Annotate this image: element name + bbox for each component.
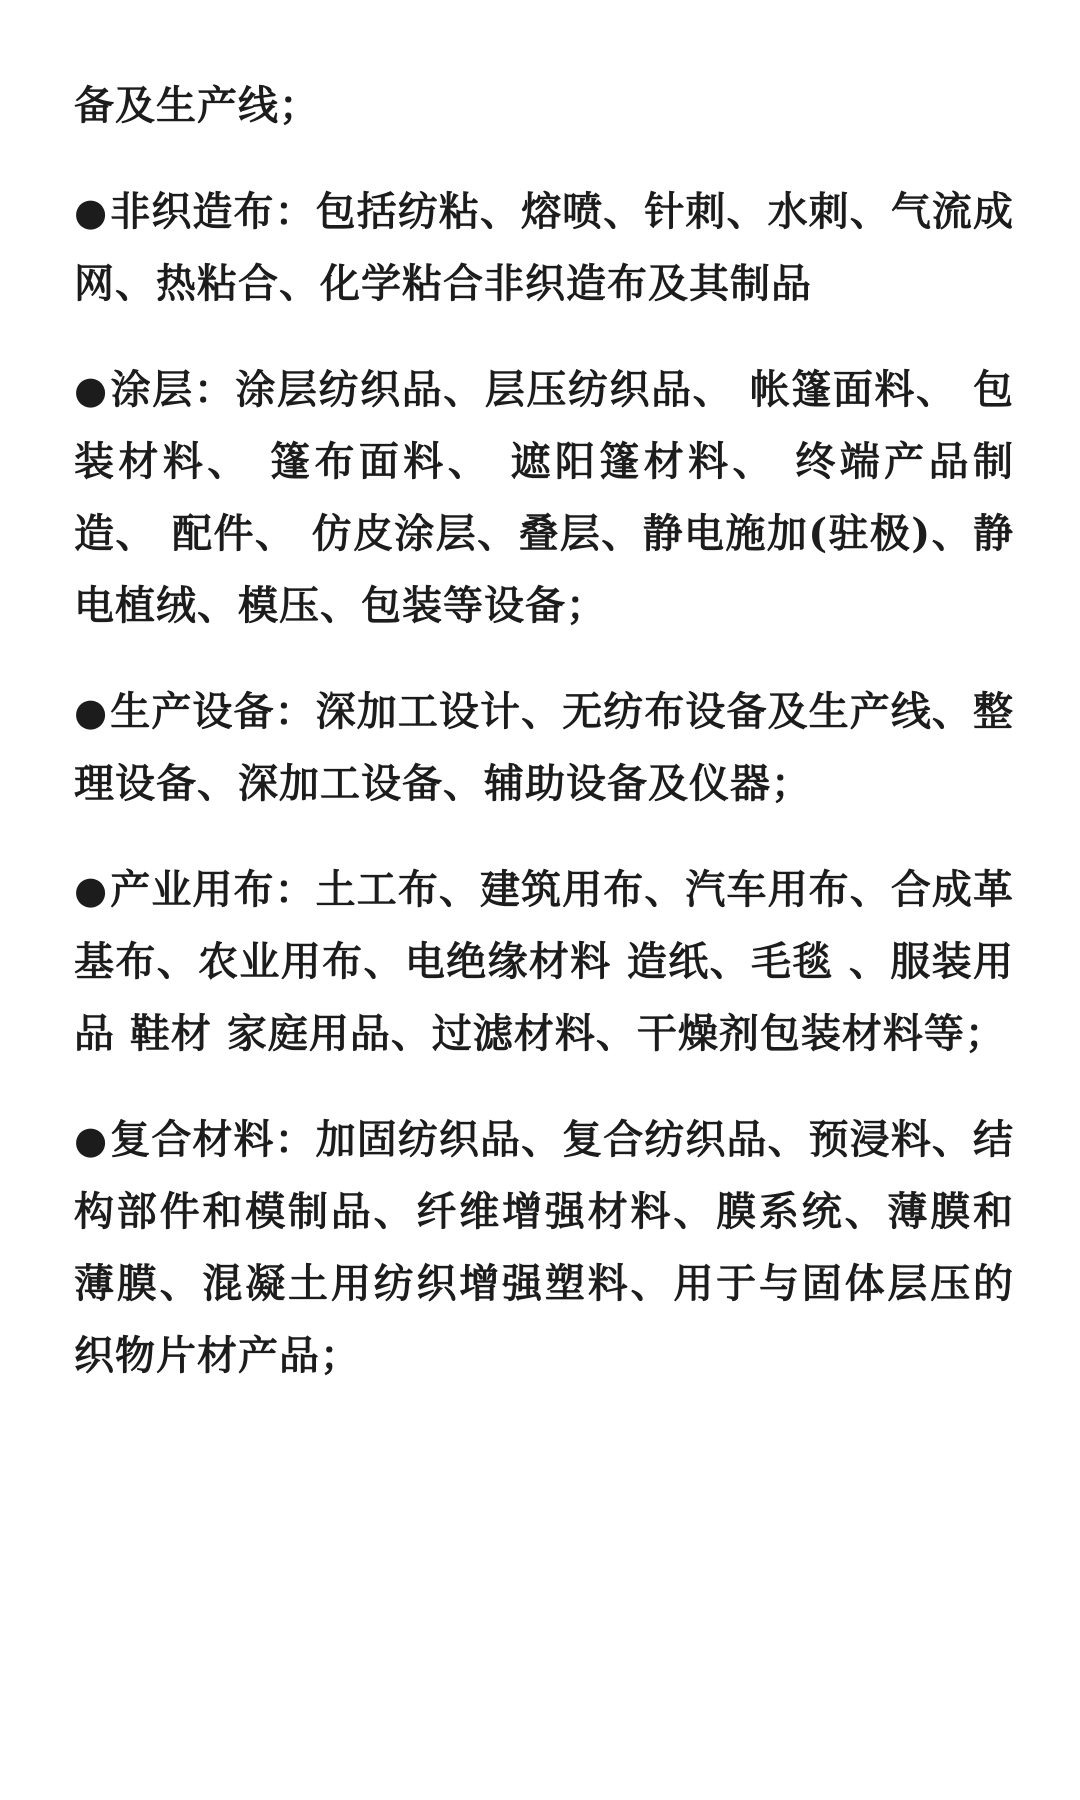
paragraph-title: 生产设备： — [110, 688, 316, 735]
bullet-icon: ● — [74, 190, 109, 234]
paragraph-composites — [74, 1104, 1014, 1392]
bullet-icon: ● — [74, 868, 109, 912]
paragraph-text: 加固纺织品、复合纺织品、预浸料、结构部件和模制品、纤维增强材料、膜系统、薄膜和薄膜、混凝土用纺织增强塑料、用于与固体层压的织物片材产品； — [74, 1116, 1015, 1379]
bullet-icon: ● — [74, 690, 109, 734]
bullet-icon: ● — [74, 368, 109, 412]
paragraph-title: 复合材料： — [110, 1116, 316, 1163]
paragraph-coating — [74, 354, 1014, 642]
paragraph-text: 备及生产线； — [74, 82, 320, 129]
bullet-icon: ● — [74, 1118, 109, 1162]
paragraph-nonwoven — [74, 176, 1014, 320]
paragraph-production-equipment — [74, 676, 1014, 820]
paragraph-title: 产业用布： — [110, 866, 316, 913]
paragraph-title: 涂层： — [110, 366, 236, 413]
paragraph-industrial-textiles — [74, 854, 1014, 1070]
article-body — [74, 70, 1014, 1426]
paragraph-continuation — [74, 70, 1014, 142]
paragraph-text: 包括纺粘、熔喷、针刺、水刺、气流成网、热粘合、化学粘合非织造布及其制品 — [74, 188, 1015, 307]
paragraph-title: 非织造布： — [110, 188, 316, 235]
paragraph-text: 涂层纺织品、层压纺织品、 帐篷面料、 包装材料、 篷布面料、 遮阳篷材料、 终端产品制造、 配件、 仿皮涂层、叠层、静电施加(驻极)、静电植绒、模压、包装等设备； — [74, 366, 1015, 629]
paragraph-text: 土工布、建筑用布、汽车用布、合成革基布、农业用布、电绝缘材料 造纸、毛毯 、服装用品 鞋材 家庭用品、过滤材料、干燥剂包装材料等； — [74, 866, 1015, 1057]
paragraph-text: 深加工设计、无纺布设备及生产线、整理设备、深加工设备、辅助设备及仪器； — [74, 688, 1015, 807]
